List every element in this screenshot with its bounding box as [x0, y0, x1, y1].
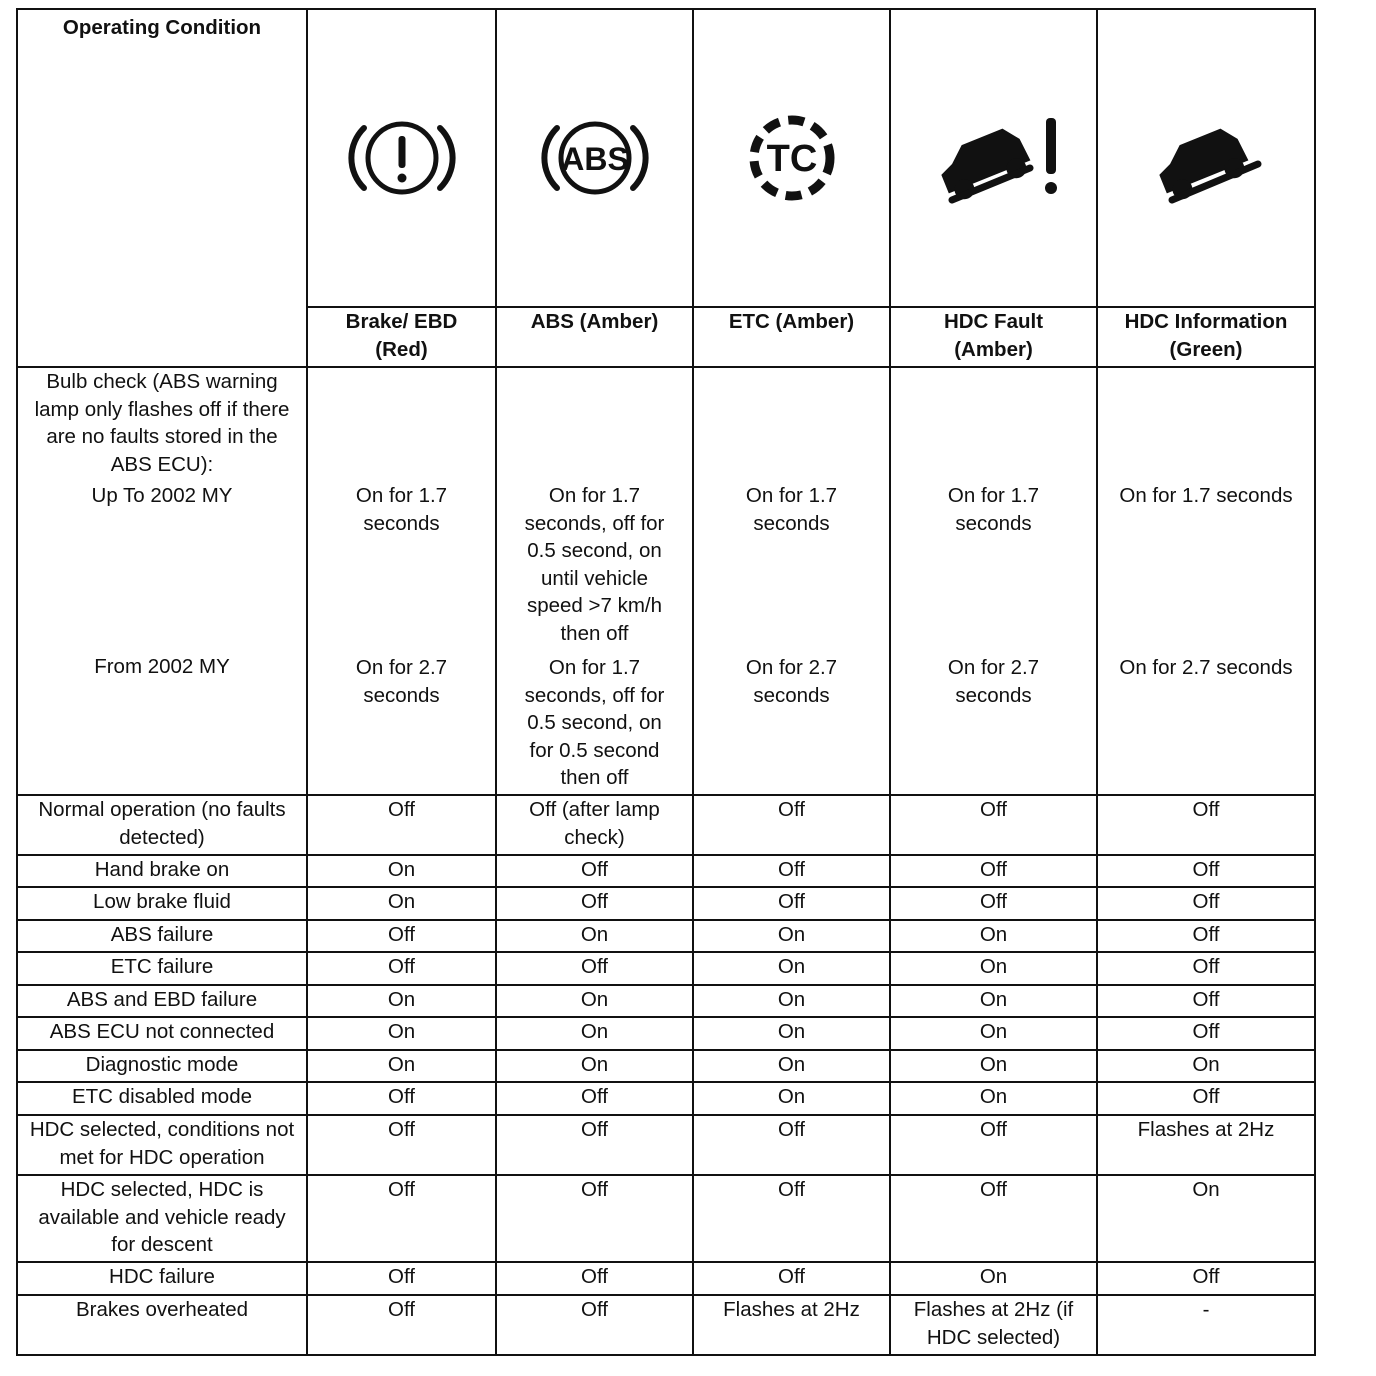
lamp-state-cell: Off: [496, 855, 693, 887]
lamp-state-cell: On: [307, 887, 496, 920]
lamp-state-cell: Off: [1097, 887, 1315, 920]
lamp-state-cell: On: [693, 1082, 890, 1115]
lamp-state-cell: Off (after lamp check): [496, 795, 693, 855]
table-row: [17, 1082, 1315, 1115]
operating-condition-header: [17, 9, 307, 367]
lamp-state-cell: Off: [1097, 795, 1315, 855]
table-row: [17, 920, 1315, 952]
lamp-state-cell: On: [890, 920, 1097, 952]
lamp-state-cell: On: [890, 985, 1097, 1017]
condition-cell: ABS ECU not connected: [17, 1017, 307, 1050]
condition-rows: [17, 795, 1315, 1355]
lamp-state-cell: Off: [1097, 952, 1315, 985]
lamp-state-cell: Off: [1097, 920, 1315, 952]
lamp-state-cell: Off: [496, 1115, 693, 1175]
bulb-check-hdc-fault-cell: [890, 367, 1097, 795]
lamp-state-cell: Flashes at 2Hz (if HDC selected): [890, 1295, 1097, 1355]
table-row: [17, 1262, 1315, 1295]
bulb-from-abs: On for 1.7 seconds, off for 0.5 second, on for 0.5 second then off: [524, 656, 665, 789]
lamp-state-cell: Off: [496, 887, 693, 920]
bulb-check-row: [17, 367, 1315, 795]
bulb-check-up-to-label: Up To 2002 MY: [91, 484, 233, 507]
lamp-state-cell: On: [693, 985, 890, 1017]
lamp-state-cell: Off: [307, 952, 496, 985]
lamp-state-cell: Off: [693, 795, 890, 855]
bulb-up-to-hdc-info: On for 1.7 seconds: [1119, 484, 1293, 507]
col-label-hdc-info: [1097, 307, 1315, 367]
lamp-state-cell: Off: [693, 1115, 890, 1175]
abs-warning-icon: [530, 108, 660, 208]
col-label-brake-ebd-line2: (Red): [375, 337, 428, 361]
lamp-state-cell: On: [890, 1262, 1097, 1295]
bulb-up-to-etc: On for 1.7 seconds: [745, 484, 838, 535]
condition-cell: Normal operation (no faults detected): [17, 795, 307, 855]
lamp-state-cell: On: [890, 952, 1097, 985]
lamp-state-cell: Off: [693, 1175, 890, 1262]
bulb-check-from-label: From 2002 MY: [94, 654, 230, 678]
table-row: [17, 1175, 1315, 1262]
condition-cell: Hand brake on: [17, 855, 307, 887]
lamp-state-cell: On: [693, 952, 890, 985]
col-label-etc: [693, 307, 890, 367]
lamp-state-cell: Off: [890, 855, 1097, 887]
lamp-state-cell: Off: [496, 1262, 693, 1295]
abs-icon-text: ABS: [560, 141, 629, 177]
lamp-state-cell: -: [1097, 1295, 1315, 1355]
table-row: [17, 887, 1315, 920]
hdc-fault-icon-cell: [890, 9, 1097, 307]
lamp-state-cell: Off: [307, 920, 496, 952]
lamp-state-cell: Off: [1097, 1082, 1315, 1115]
lamp-state-cell: Off: [890, 1175, 1097, 1262]
lamp-state-cell: Off: [1097, 985, 1315, 1017]
hdc-information-icon: [1136, 108, 1276, 208]
condition-cell: HDC selected, conditions not met for HDC operation: [17, 1115, 307, 1175]
lamp-state-cell: Off: [890, 1115, 1097, 1175]
condition-cell: ABS failure: [17, 920, 307, 952]
lamp-state-cell: Off: [307, 1175, 496, 1262]
brake-icon-cell: [307, 9, 496, 307]
lamp-state-cell: Off: [496, 1295, 693, 1355]
table-row: [17, 795, 1315, 855]
col-label-abs: [496, 307, 693, 367]
lamp-state-cell: On: [496, 1017, 693, 1050]
lamp-state-cell: On: [1097, 1050, 1315, 1082]
bulb-check-abs-cell: [496, 367, 693, 795]
table-row: [17, 1115, 1315, 1175]
lamp-state-cell: Off: [1097, 855, 1315, 887]
bulb-from-etc: On for 2.7 seconds: [745, 656, 838, 707]
bulb-from-hdc-fault: On for 2.7 seconds: [947, 656, 1040, 707]
lamp-state-cell: On: [1097, 1175, 1315, 1262]
hdc-fault-icon: [914, 108, 1074, 208]
table-row: [17, 1017, 1315, 1050]
col-label-hdc-fault: [890, 307, 1097, 367]
lamp-state-cell: Off: [890, 795, 1097, 855]
bulb-check-etc-cell: [693, 367, 890, 795]
table-row: [17, 1295, 1315, 1355]
icon-row: [17, 9, 1315, 307]
col-label-hdc-fault-line2: (Amber): [954, 337, 1033, 361]
bulb-check-intro: Bulb check (ABS warning lamp only flashes off if there are no faults stored in the ABS ECU):: [34, 370, 290, 476]
bulb-up-to-abs: On for 1.7 seconds, off for 0.5 second, on until vehicle speed >7 km/h then off: [524, 484, 665, 645]
lamp-state-cell: On: [307, 855, 496, 887]
condition-cell: Diagnostic mode: [17, 1050, 307, 1082]
bulb-up-to-brake: On for 1.7 seconds: [355, 484, 448, 535]
traction-control-icon: [737, 108, 847, 208]
lamp-state-cell: Off: [890, 887, 1097, 920]
lamp-state-cell: On: [693, 1050, 890, 1082]
bulb-from-brake: On for 2.7 seconds: [355, 656, 448, 707]
condition-cell: Brakes overheated: [17, 1295, 307, 1355]
lamp-state-cell: Off: [693, 855, 890, 887]
lamp-state-cell: Off: [496, 1175, 693, 1262]
lamp-state-cell: On: [496, 1050, 693, 1082]
condition-cell: Low brake fluid: [17, 887, 307, 920]
bulb-from-hdc-info: On for 2.7 seconds: [1119, 656, 1293, 679]
bulb-up-to-hdc-fault: On for 1.7 seconds: [947, 484, 1040, 535]
lamp-state-cell: On: [307, 1017, 496, 1050]
bulb-check-hdc-info-cell: [1097, 367, 1315, 795]
bulb-check-brake-cell: [307, 367, 496, 795]
lamp-state-cell: On: [307, 985, 496, 1017]
lamp-state-cell: On: [890, 1050, 1097, 1082]
lamp-state-cell: Off: [496, 952, 693, 985]
lamp-state-cell: Off: [307, 795, 496, 855]
lamp-state-cell: Flashes at 2Hz: [1097, 1115, 1315, 1175]
col-label-hdc-info-line2: (Green): [1169, 337, 1243, 361]
lamp-state-cell: On: [307, 1050, 496, 1082]
lamp-state-cell: Off: [496, 1082, 693, 1115]
lamp-state-cell: On: [693, 1017, 890, 1050]
table-row: [17, 952, 1315, 985]
abs-icon-cell: [496, 9, 693, 307]
condition-cell: ETC disabled mode: [17, 1082, 307, 1115]
lamp-state-cell: Off: [307, 1082, 496, 1115]
lamp-state-cell: Off: [307, 1115, 496, 1175]
condition-cell: ETC failure: [17, 952, 307, 985]
col-label-brake-ebd-line1: Brake/ EBD: [345, 310, 458, 333]
col-label-hdc-fault-line1: HDC Fault: [943, 310, 1044, 333]
bulb-check-condition: [17, 367, 307, 795]
col-label-hdc-info-line1: HDC Information: [1124, 310, 1288, 333]
lamp-state-cell: On: [496, 985, 693, 1017]
tc-icon-cell: [693, 9, 890, 307]
lamp-state-cell: On: [496, 920, 693, 952]
lamp-state-cell: Off: [693, 887, 890, 920]
lamp-state-cell: On: [890, 1017, 1097, 1050]
table-row: [17, 1050, 1315, 1082]
col-label-brake-ebd: [307, 307, 496, 367]
lamp-state-cell: On: [890, 1082, 1097, 1115]
lamp-state-cell: On: [693, 920, 890, 952]
hdc-info-icon-cell: [1097, 9, 1315, 307]
lamp-state-cell: Off: [307, 1262, 496, 1295]
lamp-state-cell: Flashes at 2Hz: [693, 1295, 890, 1355]
warning-lamp-table: [16, 8, 1316, 1356]
col-label-etc-line1: ETC (Amber): [728, 310, 855, 333]
table-row: [17, 985, 1315, 1017]
table-row: [17, 855, 1315, 887]
condition-cell: HDC selected, HDC is available and vehicle ready for descent: [17, 1175, 307, 1262]
lamp-state-cell: Off: [307, 1295, 496, 1355]
tc-icon-text: TC: [766, 138, 817, 180]
brake-warning-icon: [337, 108, 467, 208]
lamp-state-cell: Off: [1097, 1262, 1315, 1295]
lamp-state-cell: Off: [693, 1262, 890, 1295]
operating-condition-title: Operating Condition: [62, 16, 262, 39]
col-label-abs-line1: ABS (Amber): [530, 310, 659, 333]
condition-cell: ABS and EBD failure: [17, 985, 307, 1017]
lamp-state-cell: Off: [1097, 1017, 1315, 1050]
condition-cell: HDC failure: [17, 1262, 307, 1295]
